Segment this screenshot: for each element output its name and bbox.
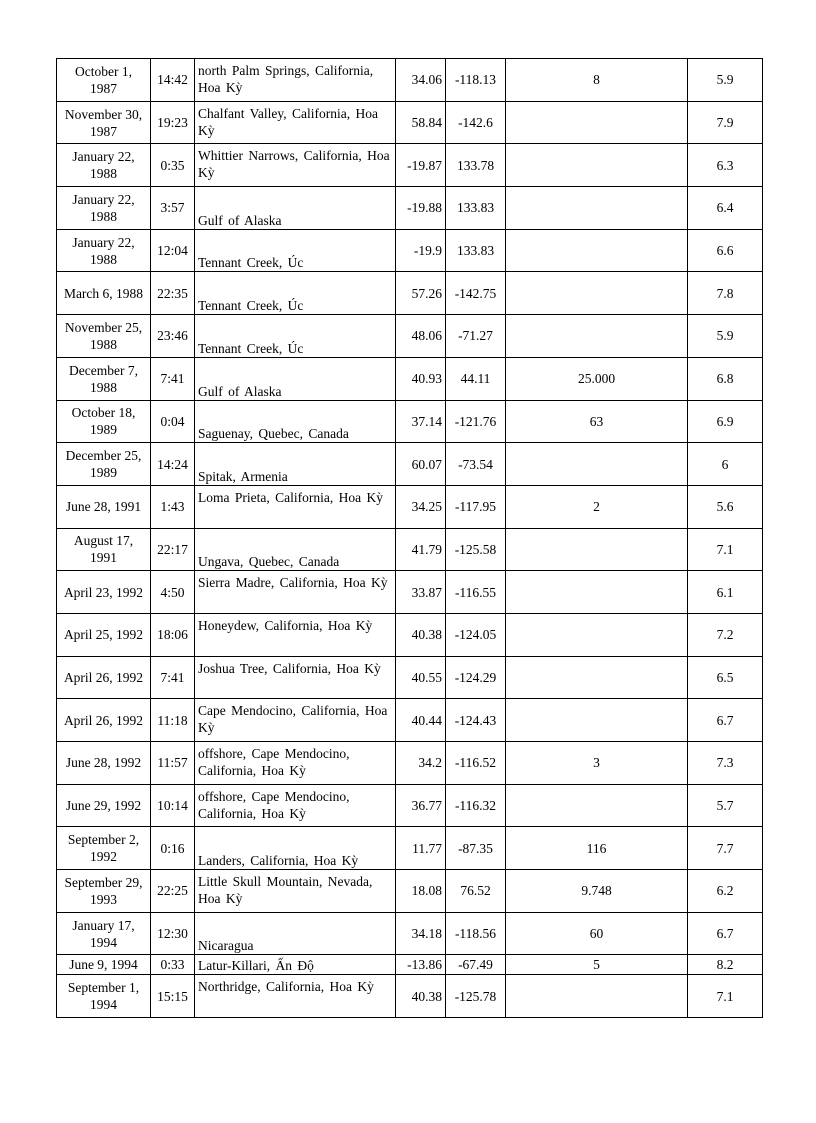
latitude-cell: -13.86 <box>396 955 446 975</box>
deaths-cell <box>506 187 688 230</box>
latitude-cell: 11.77 <box>396 827 446 870</box>
longitude-cell: 133.78 <box>446 144 506 187</box>
date-cell: October 18, 1989 <box>57 400 151 443</box>
magnitude-cell: 7.1 <box>688 528 763 571</box>
deaths-cell <box>506 229 688 272</box>
table-row <box>57 742 763 785</box>
magnitude-cell: 7.2 <box>688 613 763 656</box>
longitude-cell: -116.32 <box>446 784 506 827</box>
magnitude-cell: 8.2 <box>688 955 763 975</box>
date-cell: April 25, 1992 <box>57 613 151 656</box>
date-cell: November 30, 1987 <box>57 101 151 144</box>
table-row <box>57 485 763 528</box>
date-cell: January 17, 1994 <box>57 912 151 955</box>
earthquake-table-body <box>57 59 763 1018</box>
magnitude-cell: 6.7 <box>688 912 763 955</box>
location-cell: Loma Prieta, California, Hoa Kỳ <box>195 485 396 528</box>
deaths-cell: 9.748 <box>506 870 688 913</box>
date-cell: June 28, 1992 <box>57 742 151 785</box>
longitude-cell: 133.83 <box>446 229 506 272</box>
time-cell: 4:50 <box>151 571 195 614</box>
longitude-cell: -117.95 <box>446 485 506 528</box>
date-cell: October 1, 1987 <box>57 59 151 102</box>
magnitude-cell: 6.6 <box>688 229 763 272</box>
magnitude-cell: 5.9 <box>688 59 763 102</box>
table-row <box>57 827 763 870</box>
deaths-cell <box>506 272 688 315</box>
location-cell: Cape Mendocino, California, Hoa Kỳ <box>195 699 396 742</box>
latitude-cell: 41.79 <box>396 528 446 571</box>
time-cell: 11:18 <box>151 699 195 742</box>
magnitude-cell: 6.3 <box>688 144 763 187</box>
longitude-cell: -73.54 <box>446 443 506 486</box>
time-cell: 12:30 <box>151 912 195 955</box>
location-cell: Joshua Tree, California, Hoa Kỳ <box>195 656 396 699</box>
deaths-cell <box>506 315 688 358</box>
date-cell: June 29, 1992 <box>57 784 151 827</box>
location-cell: Spitak, Armenia <box>195 443 396 486</box>
deaths-cell <box>506 656 688 699</box>
magnitude-cell: 5.7 <box>688 784 763 827</box>
time-cell: 0:16 <box>151 827 195 870</box>
table-row <box>57 528 763 571</box>
time-cell: 7:41 <box>151 656 195 699</box>
date-cell: August 17, 1991 <box>57 528 151 571</box>
location-cell: Landers, California, Hoa Kỳ <box>195 827 396 870</box>
time-cell: 18:06 <box>151 613 195 656</box>
deaths-cell: 60 <box>506 912 688 955</box>
latitude-cell: 57.26 <box>396 272 446 315</box>
longitude-cell: -71.27 <box>446 315 506 358</box>
date-cell: January 22, 1988 <box>57 144 151 187</box>
longitude-cell: -124.43 <box>446 699 506 742</box>
time-cell: 22:17 <box>151 528 195 571</box>
magnitude-cell: 5.9 <box>688 315 763 358</box>
latitude-cell: 34.25 <box>396 485 446 528</box>
time-cell: 14:24 <box>151 443 195 486</box>
location-cell: Ungava, Quebec, Canada <box>195 528 396 571</box>
earthquake-table <box>56 58 763 1018</box>
longitude-cell: 133.83 <box>446 187 506 230</box>
location-cell: Chalfant Valley, California, Hoa Kỳ <box>195 101 396 144</box>
deaths-cell: 116 <box>506 827 688 870</box>
longitude-cell: -124.29 <box>446 656 506 699</box>
table-row <box>57 144 763 187</box>
longitude-cell: 76.52 <box>446 870 506 913</box>
date-cell: March 6, 1988 <box>57 272 151 315</box>
magnitude-cell: 7.8 <box>688 272 763 315</box>
location-cell: Northridge, California, Hoa Kỳ <box>195 975 396 1018</box>
latitude-cell: 36.77 <box>396 784 446 827</box>
table-row <box>57 272 763 315</box>
magnitude-cell: 7.1 <box>688 975 763 1018</box>
latitude-cell: 60.07 <box>396 443 446 486</box>
location-cell: Gulf of Alaska <box>195 357 396 400</box>
longitude-cell: -142.75 <box>446 272 506 315</box>
table-row <box>57 912 763 955</box>
magnitude-cell: 7.9 <box>688 101 763 144</box>
deaths-cell <box>506 613 688 656</box>
date-cell: June 28, 1991 <box>57 485 151 528</box>
table-row <box>57 784 763 827</box>
date-cell: April 23, 1992 <box>57 571 151 614</box>
longitude-cell: -118.13 <box>446 59 506 102</box>
date-cell: December 25, 1989 <box>57 443 151 486</box>
table-row <box>57 955 763 975</box>
magnitude-cell: 7.3 <box>688 742 763 785</box>
date-cell: January 22, 1988 <box>57 229 151 272</box>
latitude-cell: 34.2 <box>396 742 446 785</box>
table-row <box>57 187 763 230</box>
longitude-cell: -142.6 <box>446 101 506 144</box>
latitude-cell: 34.18 <box>396 912 446 955</box>
date-cell: January 22, 1988 <box>57 187 151 230</box>
date-cell: December 7, 1988 <box>57 357 151 400</box>
deaths-cell: 25.000 <box>506 357 688 400</box>
table-row <box>57 400 763 443</box>
magnitude-cell: 7.7 <box>688 827 763 870</box>
table-row <box>57 443 763 486</box>
time-cell: 19:23 <box>151 101 195 144</box>
table-row <box>57 59 763 102</box>
deaths-cell <box>506 528 688 571</box>
magnitude-cell: 6.4 <box>688 187 763 230</box>
latitude-cell: 33.87 <box>396 571 446 614</box>
latitude-cell: 58.84 <box>396 101 446 144</box>
time-cell: 23:46 <box>151 315 195 358</box>
location-cell: Latur-Killari, Ấn Độ <box>195 955 396 975</box>
deaths-cell: 63 <box>506 400 688 443</box>
date-cell: November 25, 1988 <box>57 315 151 358</box>
latitude-cell: -19.88 <box>396 187 446 230</box>
deaths-cell: 8 <box>506 59 688 102</box>
longitude-cell: 44.11 <box>446 357 506 400</box>
magnitude-cell: 5.6 <box>688 485 763 528</box>
deaths-cell <box>506 699 688 742</box>
time-cell: 0:35 <box>151 144 195 187</box>
magnitude-cell: 6 <box>688 443 763 486</box>
table-row <box>57 571 763 614</box>
location-cell: Tennant Creek, Úc <box>195 229 396 272</box>
time-cell: 12:04 <box>151 229 195 272</box>
longitude-cell: -125.58 <box>446 528 506 571</box>
location-cell: Tennant Creek, Úc <box>195 272 396 315</box>
location-cell: Saguenay, Quebec, Canada <box>195 400 396 443</box>
time-cell: 15:15 <box>151 975 195 1018</box>
date-cell: September 29, 1993 <box>57 870 151 913</box>
magnitude-cell: 6.7 <box>688 699 763 742</box>
time-cell: 11:57 <box>151 742 195 785</box>
time-cell: 22:35 <box>151 272 195 315</box>
location-cell: Honeydew, California, Hoa Kỳ <box>195 613 396 656</box>
time-cell: 0:04 <box>151 400 195 443</box>
table-row <box>57 656 763 699</box>
deaths-cell: 5 <box>506 955 688 975</box>
longitude-cell: -121.76 <box>446 400 506 443</box>
longitude-cell: -124.05 <box>446 613 506 656</box>
longitude-cell: -125.78 <box>446 975 506 1018</box>
latitude-cell: 48.06 <box>396 315 446 358</box>
magnitude-cell: 6.8 <box>688 357 763 400</box>
time-cell: 7:41 <box>151 357 195 400</box>
table-row <box>57 975 763 1018</box>
location-cell: offshore, Cape Mendocino, California, Hoa Kỳ <box>195 742 396 785</box>
time-cell: 3:57 <box>151 187 195 230</box>
latitude-cell: 40.93 <box>396 357 446 400</box>
magnitude-cell: 6.1 <box>688 571 763 614</box>
table-row <box>57 870 763 913</box>
table-row <box>57 315 763 358</box>
time-cell: 1:43 <box>151 485 195 528</box>
date-cell: June 9, 1994 <box>57 955 151 975</box>
date-cell: April 26, 1992 <box>57 656 151 699</box>
latitude-cell: -19.87 <box>396 144 446 187</box>
location-cell: north Palm Springs, California, Hoa Kỳ <box>195 59 396 102</box>
location-cell: Nicaragua <box>195 912 396 955</box>
date-cell: September 1, 1994 <box>57 975 151 1018</box>
location-cell: Gulf of Alaska <box>195 187 396 230</box>
deaths-cell <box>506 784 688 827</box>
table-row <box>57 613 763 656</box>
latitude-cell: 40.38 <box>396 975 446 1018</box>
time-cell: 10:14 <box>151 784 195 827</box>
table-row <box>57 101 763 144</box>
longitude-cell: -87.35 <box>446 827 506 870</box>
longitude-cell: -116.55 <box>446 571 506 614</box>
longitude-cell: -116.52 <box>446 742 506 785</box>
longitude-cell: -67.49 <box>446 955 506 975</box>
latitude-cell: -19.9 <box>396 229 446 272</box>
date-cell: April 26, 1992 <box>57 699 151 742</box>
longitude-cell: -118.56 <box>446 912 506 955</box>
deaths-cell <box>506 975 688 1018</box>
time-cell: 14:42 <box>151 59 195 102</box>
deaths-cell: 3 <box>506 742 688 785</box>
latitude-cell: 40.55 <box>396 656 446 699</box>
date-cell: September 2, 1992 <box>57 827 151 870</box>
latitude-cell: 18.08 <box>396 870 446 913</box>
deaths-cell <box>506 144 688 187</box>
deaths-cell <box>506 443 688 486</box>
magnitude-cell: 6.2 <box>688 870 763 913</box>
table-row <box>57 699 763 742</box>
deaths-cell: 2 <box>506 485 688 528</box>
time-cell: 22:25 <box>151 870 195 913</box>
latitude-cell: 34.06 <box>396 59 446 102</box>
deaths-cell <box>506 101 688 144</box>
location-cell: Whittier Narrows, California, Hoa Kỳ <box>195 144 396 187</box>
latitude-cell: 40.44 <box>396 699 446 742</box>
table-row <box>57 357 763 400</box>
latitude-cell: 40.38 <box>396 613 446 656</box>
magnitude-cell: 6.5 <box>688 656 763 699</box>
location-cell: Tennant Creek, Úc <box>195 315 396 358</box>
table-row <box>57 229 763 272</box>
time-cell: 0:33 <box>151 955 195 975</box>
location-cell: offshore, Cape Mendocino, California, Hoa Kỳ <box>195 784 396 827</box>
location-cell: Sierra Madre, California, Hoa Kỳ <box>195 571 396 614</box>
latitude-cell: 37.14 <box>396 400 446 443</box>
deaths-cell <box>506 571 688 614</box>
location-cell: Little Skull Mountain, Nevada, Hoa Kỳ <box>195 870 396 913</box>
magnitude-cell: 6.9 <box>688 400 763 443</box>
